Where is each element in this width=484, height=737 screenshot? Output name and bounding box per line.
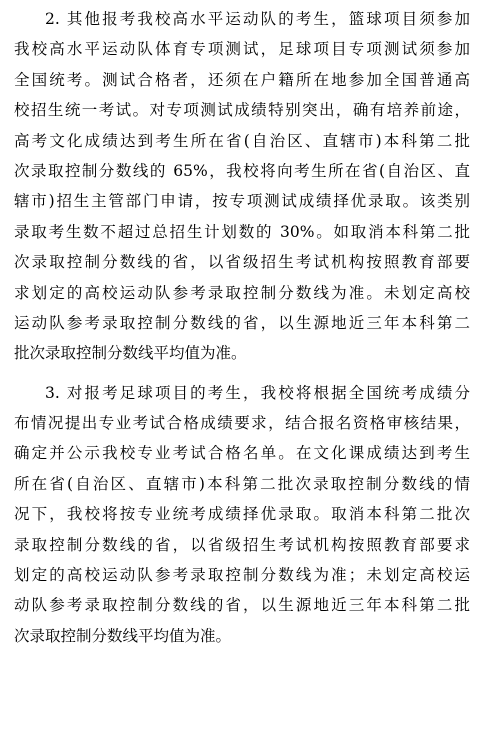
text-line: 况下，我校将按专业统考成绩择优录取。取消本科第二批次: [14, 505, 470, 524]
text-line: 次录取控制分数线的 65%，我校将向考生所在省(自治区、直: [14, 161, 470, 180]
paragraph-2: [14, 4, 470, 369]
text-line: 所在省(自治区、直辖市)本科第二批次录取控制分数线的情: [14, 474, 470, 493]
text-line: 辖市)招生主管部门申请，按专项测试成绩择优录取。该类别: [14, 192, 470, 211]
text-line: 高考文化成绩达到考生所在省(自治区、直辖市)本科第二批: [14, 131, 470, 150]
text-line: 确定并公示我校专业考试合格名单。在文化课成绩达到考生: [14, 444, 470, 463]
text-line: 全国统考。测试合格者，还须在户籍所在地参加全国普通高: [14, 70, 470, 89]
text-line: 我校高水平运动队体育专项测试，足球项目专项测试须参加: [14, 40, 470, 59]
text-line: 次录取控制分数线的省，以省级招生考试机构按照教育部要: [14, 253, 470, 272]
text-line: 划定的高校运动队参考录取控制分数线为准；未划定高校运: [14, 566, 470, 585]
text-line: 录取控制分数线的省，以省级招生考试机构按照教育部要求: [14, 535, 470, 554]
paragraph-gap: [14, 369, 470, 378]
text-line: 求划定的高校运动队参考录取控制分数线为准。未划定高校: [14, 283, 470, 302]
text-line: 动队参考录取控制分数线的省，以生源地近三年本科第二批: [14, 596, 470, 615]
text-line: 录取考生数不超过总招生计划数的 30%。如取消本科第二批: [14, 222, 470, 241]
text-line: 布情况提出专业考试合格成绩要求，结合报名资格审核结果，: [14, 414, 470, 433]
text-line: 3. 对报考足球项目的考生，我校将根据全国统考成绩分: [45, 383, 470, 402]
text-line: 运动队参考录取控制分数线的省，以生源地近三年本科第二: [14, 313, 470, 332]
text-line: 批次录取控制分数线平均值为准。: [14, 344, 247, 363]
paragraph-3: [14, 378, 470, 652]
text-line: 次录取控制分数线平均值为准。: [14, 626, 232, 645]
text-line: 2. 其他报考我校高水平运动队的考生，篮球项目须参加: [45, 10, 470, 28]
text-line: 校招生统一考试。对专项测试成绩特别突出，确有培养前途，: [14, 101, 470, 120]
